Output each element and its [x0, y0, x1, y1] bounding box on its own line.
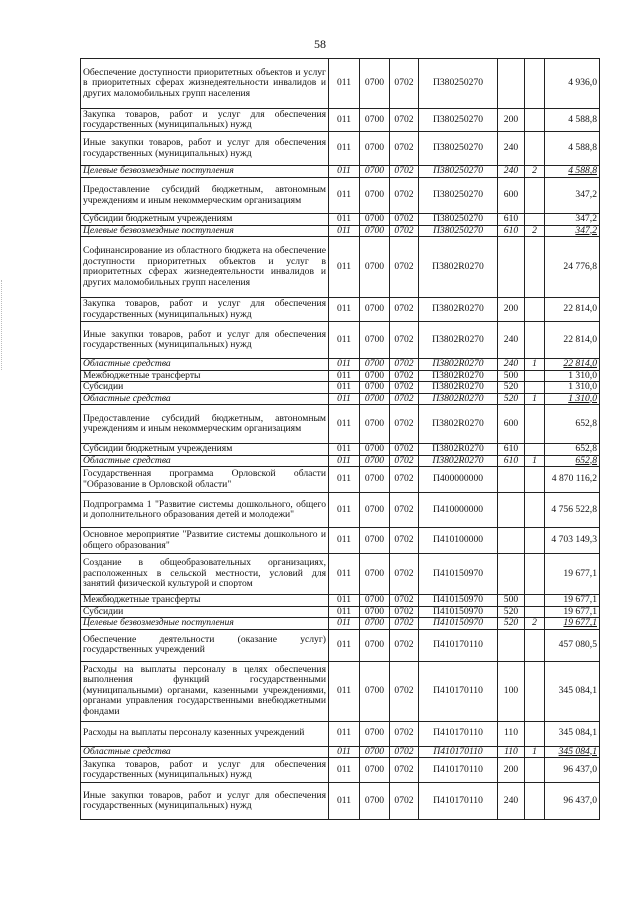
- section-code: 0700: [360, 746, 390, 758]
- expense-type-code: [498, 493, 525, 528]
- expense-type-code: 520: [498, 393, 525, 405]
- funding-source-code: 1: [525, 746, 545, 758]
- amount-cell: 457 080,5: [545, 629, 600, 661]
- amount-cell: 96 437,0: [545, 758, 600, 783]
- row-name: Иные закупки товаров, работ и услуг для обеспечения государственных (муниципальных) нужд: [81, 132, 329, 166]
- subsection-code: 0702: [390, 444, 419, 456]
- table-row: [81, 214, 600, 226]
- target-article-code: П3802R0270: [419, 322, 498, 359]
- amount-cell: 22 814,0: [545, 298, 600, 322]
- funding-source-code: [525, 59, 545, 109]
- subsection-code: 0702: [390, 59, 419, 109]
- subsection-code: 0702: [390, 214, 419, 226]
- section-code: 0700: [360, 225, 390, 237]
- expense-type-code: [498, 467, 525, 493]
- table-row: [81, 393, 600, 405]
- ministry-code: 011: [329, 59, 360, 109]
- row-name: Основное мероприятие "Развитие системы дошкольного и общего образования": [81, 528, 329, 554]
- funding-source-code: [525, 493, 545, 528]
- ministry-code: 011: [329, 554, 360, 595]
- expense-type-code: 240: [498, 166, 525, 178]
- table-row: [81, 178, 600, 214]
- funding-source-code: [525, 528, 545, 554]
- ministry-code: 011: [329, 629, 360, 661]
- subsection-code: 0702: [390, 629, 419, 661]
- target-article-code: П380250270: [419, 166, 498, 178]
- section-code: 0700: [360, 595, 390, 607]
- expense-type-code: 610: [498, 444, 525, 456]
- section-code: 0700: [360, 178, 390, 214]
- table-row: [81, 629, 600, 661]
- table-row: [81, 455, 600, 467]
- funding-source-code: [525, 783, 545, 820]
- target-article-code: П3802R0270: [419, 370, 498, 382]
- table-row: [81, 721, 600, 746]
- ministry-code: 011: [329, 493, 360, 528]
- subsection-code: 0702: [390, 758, 419, 783]
- amount-cell: 4 756 522,8: [545, 493, 600, 528]
- section-code: 0700: [360, 370, 390, 382]
- subsection-code: 0702: [390, 554, 419, 595]
- section-code: 0700: [360, 618, 390, 630]
- expense-type-code: 500: [498, 370, 525, 382]
- funding-source-code: [525, 629, 545, 661]
- subsection-code: 0702: [390, 606, 419, 618]
- row-name: Целевые безвозмездные поступления: [81, 225, 329, 237]
- table-row: [81, 370, 600, 382]
- amount-cell: 652,8: [545, 405, 600, 444]
- funding-source-code: [525, 322, 545, 359]
- row-name: Подпрограмма 1 "Развитие системы дошкольного, общего и дополнительного образования детей и молодежи": [81, 493, 329, 528]
- budget-table: [80, 58, 600, 820]
- funding-source-code: [525, 214, 545, 226]
- subsection-code: 0702: [390, 382, 419, 394]
- amount-cell: 19 677,1: [545, 595, 600, 607]
- ministry-code: 011: [329, 370, 360, 382]
- section-code: 0700: [360, 606, 390, 618]
- table-row: [81, 322, 600, 359]
- target-article-code: П410170110: [419, 661, 498, 721]
- table-row: [81, 109, 600, 132]
- expense-type-code: 200: [498, 298, 525, 322]
- target-article-code: П410170110: [419, 783, 498, 820]
- ministry-code: 011: [329, 214, 360, 226]
- amount-cell: 345 084,1: [545, 721, 600, 746]
- funding-source-code: [525, 554, 545, 595]
- ministry-code: 011: [329, 618, 360, 630]
- section-code: 0700: [360, 455, 390, 467]
- expense-type-code: 520: [498, 618, 525, 630]
- ministry-code: 011: [329, 237, 360, 298]
- ministry-code: 011: [329, 444, 360, 456]
- expense-type-code: 200: [498, 758, 525, 783]
- subsection-code: 0702: [390, 528, 419, 554]
- target-article-code: П3802R0270: [419, 444, 498, 456]
- table-row: [81, 606, 600, 618]
- funding-source-code: 1: [525, 393, 545, 405]
- table-row: [81, 758, 600, 783]
- funding-source-code: [525, 721, 545, 746]
- table-row: [81, 618, 600, 630]
- target-article-code: П3802R0270: [419, 298, 498, 322]
- amount-cell: 22 814,0: [545, 322, 600, 359]
- budget-table-body: [81, 59, 600, 820]
- ministry-code: 011: [329, 528, 360, 554]
- expense-type-code: 610: [498, 225, 525, 237]
- amount-cell: 652,8: [545, 444, 600, 456]
- target-article-code: П410150970: [419, 554, 498, 595]
- funding-source-code: [525, 132, 545, 166]
- ministry-code: 011: [329, 721, 360, 746]
- expense-type-code: 520: [498, 606, 525, 618]
- ministry-code: 011: [329, 455, 360, 467]
- row-name: Софинансирование из областного бюджета на обеспечение доступности приоритетных объектов и услуг в приоритетных сферах жизнедеятельности инвалидов и других маломобильных групп населения: [81, 237, 329, 298]
- row-name: Иные закупки товаров, работ и услуг для обеспечения государственных (муниципальных) нужд: [81, 783, 329, 820]
- row-name: Обеспечение доступности приоритетных объектов и услуг в приоритетных сферах жизнедеятельности инвалидов и других маломобильных групп населения: [81, 59, 329, 109]
- funding-source-code: 2: [525, 225, 545, 237]
- subsection-code: 0702: [390, 393, 419, 405]
- subsection-code: 0702: [390, 467, 419, 493]
- funding-source-code: [525, 237, 545, 298]
- funding-source-code: [525, 467, 545, 493]
- section-code: 0700: [360, 237, 390, 298]
- table-row: [81, 166, 600, 178]
- expense-type-code: 200: [498, 109, 525, 132]
- amount-cell: 22 814,0: [545, 359, 600, 371]
- subsection-code: 0702: [390, 225, 419, 237]
- funding-source-code: [525, 382, 545, 394]
- expense-type-code: 110: [498, 721, 525, 746]
- funding-source-code: [525, 606, 545, 618]
- ministry-code: 011: [329, 359, 360, 371]
- amount-cell: 4 936,0: [545, 59, 600, 109]
- funding-source-code: [525, 595, 545, 607]
- row-name: Предоставление субсидий бюджетным, автономным учреждениям и иным некоммерческим организациям: [81, 405, 329, 444]
- subsection-code: 0702: [390, 166, 419, 178]
- subsection-code: 0702: [390, 746, 419, 758]
- amount-cell: 347,2: [545, 178, 600, 214]
- row-name: Государственная программа Орловской области "Образование в Орловской области": [81, 467, 329, 493]
- ministry-code: 011: [329, 405, 360, 444]
- subsection-code: 0702: [390, 370, 419, 382]
- expense-type-code: 240: [498, 132, 525, 166]
- row-name: Создание в общеобразовательных организациях, расположенных в сельской местности, условий для занятий физической культурой и спортом: [81, 554, 329, 595]
- section-code: 0700: [360, 214, 390, 226]
- amount-cell: 4 588,8: [545, 132, 600, 166]
- subsection-code: 0702: [390, 178, 419, 214]
- row-name: Областные средства: [81, 746, 329, 758]
- ministry-code: 011: [329, 595, 360, 607]
- section-code: 0700: [360, 166, 390, 178]
- target-article-code: П410170110: [419, 629, 498, 661]
- ministry-code: 011: [329, 166, 360, 178]
- table-row: [81, 132, 600, 166]
- target-article-code: П410170110: [419, 746, 498, 758]
- table-row: [81, 528, 600, 554]
- amount-cell: 347,2: [545, 214, 600, 226]
- amount-cell: 347,2: [545, 225, 600, 237]
- ministry-code: 011: [329, 758, 360, 783]
- amount-cell: 4 870 116,2: [545, 467, 600, 493]
- section-code: 0700: [360, 783, 390, 820]
- page-number: 58: [314, 37, 326, 51]
- amount-cell: 345 084,1: [545, 746, 600, 758]
- amount-cell: 24 776,8: [545, 237, 600, 298]
- table-row: [81, 444, 600, 456]
- row-name: Межбюджетные трансферты: [81, 595, 329, 607]
- target-article-code: П380250270: [419, 109, 498, 132]
- target-article-code: П410150970: [419, 595, 498, 607]
- target-article-code: П380250270: [419, 59, 498, 109]
- target-article-code: П410000000: [419, 493, 498, 528]
- expense-type-code: 240: [498, 783, 525, 820]
- table-row: [81, 225, 600, 237]
- section-code: 0700: [360, 132, 390, 166]
- table-row: [81, 298, 600, 322]
- ministry-code: 011: [329, 783, 360, 820]
- target-article-code: П380250270: [419, 214, 498, 226]
- subsection-code: 0702: [390, 109, 419, 132]
- amount-cell: 4 703 149,3: [545, 528, 600, 554]
- target-article-code: П3802R0270: [419, 382, 498, 394]
- expense-type-code: 110: [498, 746, 525, 758]
- expense-type-code: 610: [498, 455, 525, 467]
- row-name: Закупка товаров, работ и услуг для обеспечения государственных (муниципальных) нужд: [81, 298, 329, 322]
- target-article-code: П410150970: [419, 618, 498, 630]
- target-article-code: П410150970: [419, 606, 498, 618]
- section-code: 0700: [360, 109, 390, 132]
- funding-source-code: 2: [525, 166, 545, 178]
- ministry-code: 011: [329, 393, 360, 405]
- subsection-code: 0702: [390, 618, 419, 630]
- row-name: Предоставление субсидий бюджетным, автономным учреждениям и иным некоммерческим организациям: [81, 178, 329, 214]
- expense-type-code: 100: [498, 661, 525, 721]
- table-row: [81, 405, 600, 444]
- expense-type-code: [498, 237, 525, 298]
- funding-source-code: [525, 444, 545, 456]
- ministry-code: 011: [329, 606, 360, 618]
- section-code: 0700: [360, 554, 390, 595]
- funding-source-code: [525, 758, 545, 783]
- subsection-code: 0702: [390, 132, 419, 166]
- target-article-code: П3802R0270: [419, 455, 498, 467]
- table-row: [81, 237, 600, 298]
- amount-cell: 1 310,0: [545, 382, 600, 394]
- subsection-code: 0702: [390, 783, 419, 820]
- funding-source-code: [525, 661, 545, 721]
- subsection-code: 0702: [390, 322, 419, 359]
- funding-source-code: 2: [525, 618, 545, 630]
- section-code: 0700: [360, 629, 390, 661]
- table-row: [81, 359, 600, 371]
- expense-type-code: 520: [498, 382, 525, 394]
- section-code: 0700: [360, 444, 390, 456]
- table-row: [81, 746, 600, 758]
- amount-cell: 1 310,0: [545, 393, 600, 405]
- section-code: 0700: [360, 59, 390, 109]
- amount-cell: 652,8: [545, 455, 600, 467]
- target-article-code: П3802R0270: [419, 405, 498, 444]
- subsection-code: 0702: [390, 237, 419, 298]
- table-row: [81, 595, 600, 607]
- amount-cell: 1 310,0: [545, 370, 600, 382]
- row-name: Обеспечение деятельности (оказание услуг) государственных учреждений: [81, 629, 329, 661]
- ministry-code: 011: [329, 109, 360, 132]
- scan-margin-mark: [1, 280, 4, 370]
- expense-type-code: [498, 554, 525, 595]
- expense-type-code: 240: [498, 359, 525, 371]
- funding-source-code: [525, 405, 545, 444]
- ministry-code: 011: [329, 746, 360, 758]
- funding-source-code: [525, 370, 545, 382]
- expense-type-code: [498, 528, 525, 554]
- expense-type-code: [498, 59, 525, 109]
- section-code: 0700: [360, 528, 390, 554]
- section-code: 0700: [360, 393, 390, 405]
- funding-source-code: 1: [525, 455, 545, 467]
- target-article-code: П3802R0270: [419, 393, 498, 405]
- expense-type-code: 600: [498, 405, 525, 444]
- section-code: 0700: [360, 493, 390, 528]
- row-name: Субсидии: [81, 382, 329, 394]
- section-code: 0700: [360, 661, 390, 721]
- subsection-code: 0702: [390, 359, 419, 371]
- funding-source-code: [525, 298, 545, 322]
- row-name: Областные средства: [81, 393, 329, 405]
- target-article-code: П400000000: [419, 467, 498, 493]
- section-code: 0700: [360, 382, 390, 394]
- funding-source-code: [525, 109, 545, 132]
- section-code: 0700: [360, 298, 390, 322]
- amount-cell: 96 437,0: [545, 783, 600, 820]
- ministry-code: 011: [329, 322, 360, 359]
- subsection-code: 0702: [390, 595, 419, 607]
- ministry-code: 011: [329, 661, 360, 721]
- row-name: Иные закупки товаров, работ и услуг для обеспечения государственных (муниципальных) нужд: [81, 322, 329, 359]
- ministry-code: 011: [329, 298, 360, 322]
- row-name: Целевые безвозмездные поступления: [81, 166, 329, 178]
- table-row: [81, 467, 600, 493]
- row-name: Закупка товаров, работ и услуг для обеспечения государственных (муниципальных) нужд: [81, 758, 329, 783]
- section-code: 0700: [360, 721, 390, 746]
- row-name: Субсидии бюджетным учреждениям: [81, 444, 329, 456]
- row-name: Межбюджетные трансферты: [81, 370, 329, 382]
- ministry-code: 011: [329, 467, 360, 493]
- amount-cell: 345 084,1: [545, 661, 600, 721]
- amount-cell: 4 588,8: [545, 166, 600, 178]
- row-name: Областные средства: [81, 455, 329, 467]
- target-article-code: П410100000: [419, 528, 498, 554]
- subsection-code: 0702: [390, 455, 419, 467]
- table-row: [81, 382, 600, 394]
- row-name: Субсидии бюджетным учреждениям: [81, 214, 329, 226]
- subsection-code: 0702: [390, 493, 419, 528]
- subsection-code: 0702: [390, 298, 419, 322]
- table-row: [81, 554, 600, 595]
- amount-cell: 19 677,1: [545, 554, 600, 595]
- amount-cell: 19 677,1: [545, 618, 600, 630]
- section-code: 0700: [360, 359, 390, 371]
- expense-type-code: [498, 629, 525, 661]
- ministry-code: 011: [329, 382, 360, 394]
- table-row: [81, 783, 600, 820]
- expense-type-code: 240: [498, 322, 525, 359]
- row-name: Субсидии: [81, 606, 329, 618]
- row-name: Расходы на выплаты персоналу казенных учреждений: [81, 721, 329, 746]
- row-name: Целевые безвозмездные поступления: [81, 618, 329, 630]
- expense-type-code: 500: [498, 595, 525, 607]
- expense-type-code: 610: [498, 214, 525, 226]
- row-name: Закупка товаров, работ и услуг для обеспечения государственных (муниципальных) нужд: [81, 109, 329, 132]
- target-article-code: П380250270: [419, 178, 498, 214]
- amount-cell: 4 588,8: [545, 109, 600, 132]
- expense-type-code: 600: [498, 178, 525, 214]
- target-article-code: П410170110: [419, 758, 498, 783]
- section-code: 0700: [360, 405, 390, 444]
- target-article-code: П3802R0270: [419, 237, 498, 298]
- target-article-code: П3802R0270: [419, 359, 498, 371]
- section-code: 0700: [360, 467, 390, 493]
- row-name: Областные средства: [81, 359, 329, 371]
- funding-source-code: 1: [525, 359, 545, 371]
- target-article-code: П380250270: [419, 225, 498, 237]
- ministry-code: 011: [329, 225, 360, 237]
- section-code: 0700: [360, 322, 390, 359]
- table-row: [81, 661, 600, 721]
- subsection-code: 0702: [390, 721, 419, 746]
- ministry-code: 011: [329, 132, 360, 166]
- ministry-code: 011: [329, 178, 360, 214]
- table-row: [81, 493, 600, 528]
- amount-cell: 19 677,1: [545, 606, 600, 618]
- target-article-code: П410170110: [419, 721, 498, 746]
- funding-source-code: [525, 178, 545, 214]
- subsection-code: 0702: [390, 661, 419, 721]
- section-code: 0700: [360, 758, 390, 783]
- row-name: Расходы на выплаты персоналу в целях обеспечения выполнения функций государственными (муниципальными) органами, казенными учреждениями, органами управления государственными внебюджетными фондами: [81, 661, 329, 721]
- subsection-code: 0702: [390, 405, 419, 444]
- target-article-code: П380250270: [419, 132, 498, 166]
- table-row: [81, 59, 600, 109]
